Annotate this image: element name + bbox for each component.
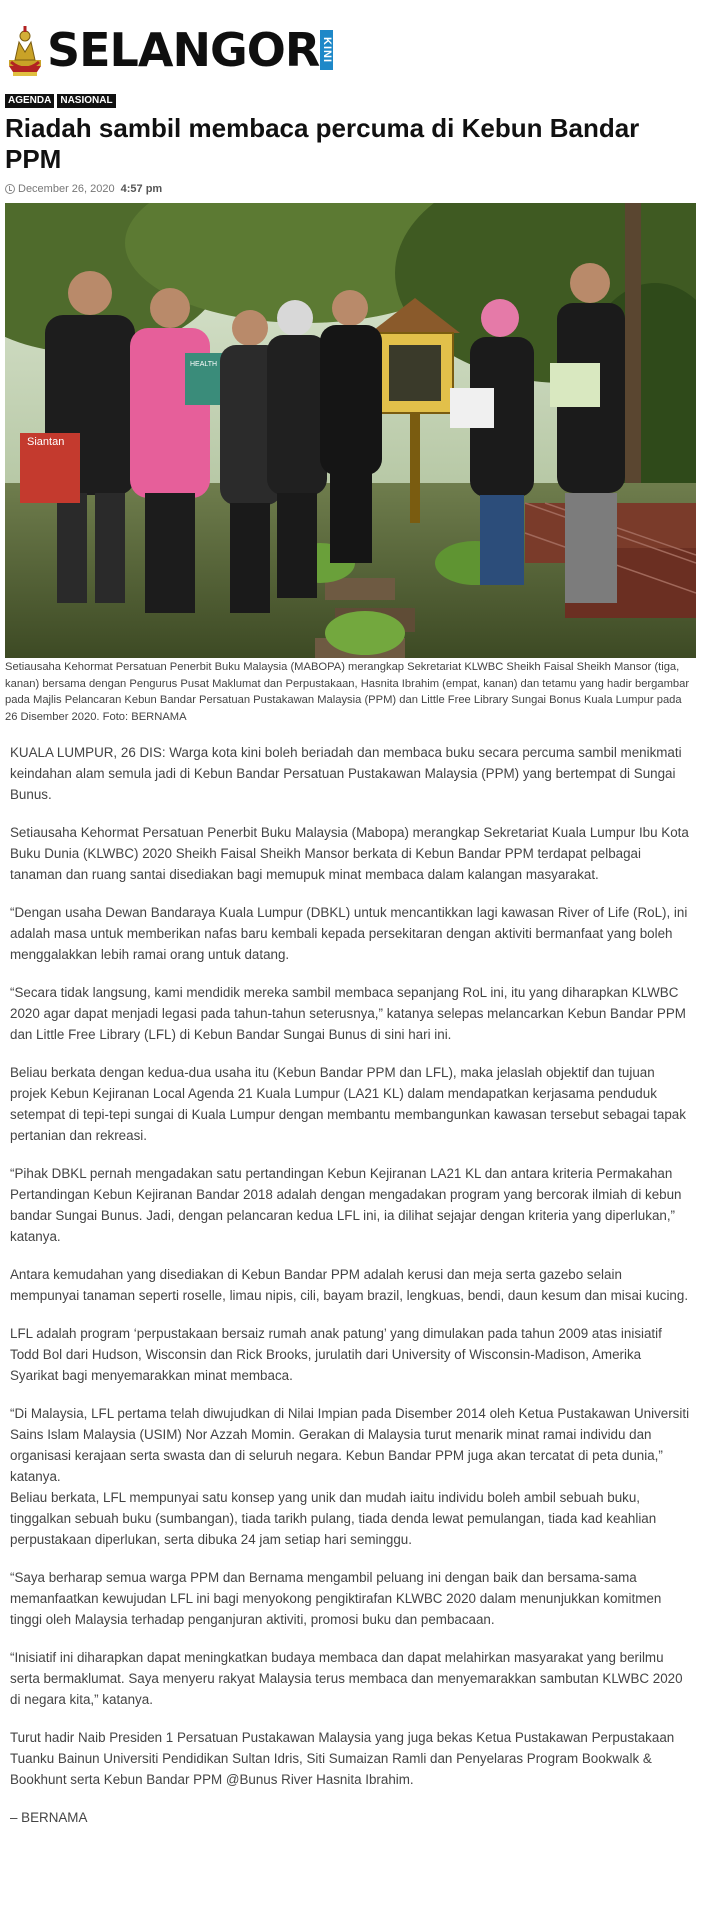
article-body [5,742,690,1828]
site-header [5,0,698,92]
tag-agenda[interactable]: AGENDA [5,94,54,108]
article-title: Riadah sambil membaca percuma di Kebun Bandar PPM [5,113,640,174]
article-source: – BERNAMA [10,1810,88,1825]
paragraph: Antara kemudahan yang disediakan di Kebun Bandar PPM adalah kerusi dan meja serta gazebo selain mempunyai tanaman seperti roselle, limau nipis, cili, bayam brazil, lengkuas, bendi, daun kesum dan misai kucing. [10,1267,689,1303]
tag-nasional[interactable]: NASIONAL [57,94,115,108]
photo-caption: Setiausaha Kehormat Persatuan Penerbit Buku Malaysia (MABOPA) merangkap Sekretariat KLWBC Sheikh Faisal Sheikh Mansor (tiga, kanan) bersama dengan Pengurus Pusat Maklumat dan Perpustakaan, Hasnita Ibrahim (empat, kanan) dan tetamu yang hadir bergambar pada Majlis Pelancaran Kebun Bandar Persatuan Pustakawan Malaysia (PPM) dan Little Free Library Sungai Bonus Kuala Lumpur pada 26 Disember 2020. Foto: BERNAMA [5,661,690,723]
paragraph: “Saya berharap semua warga PPM dan Bernama mengambil peluang ini dengan baik dan bersama-sama memanfaatkan kewujudan LFL ini bagi menyokong pengiktirafan KLWBC 2020 dalam menunjukkan komitmen tinggi oleh Malaysia terhadap penganjuran aktiviti, promosi buku dan pembacaan. [10,1570,662,1627]
site-logo[interactable] [47,23,333,77]
photo-book-label: HEALTH [190,361,218,368]
logo-text: SELANGOR [47,23,320,77]
paragraph: KUALA LUMPUR, 26 DIS: Warga kota kini boleh beriadah dan membaca buku secara percuma sambil menikmati keindahan alam semula jadi di Kebun Bandar Persatuan Pustakawan Malaysia (PPM) yang bertempat di Sungai Bunus. [10,745,682,802]
paragraph: LFL adalah program ‘perpustakaan bersaiz rumah anak patung’ yang dimulakan pada tahun 2009 atas inisiatif Todd Bol dari Hudson, Wisconsin dan Rick Brooks, jurulatih dari University of Wisconsin-Madison, Amerika Syarikat bagi menyemarakkan minat membaca. [10,1326,662,1383]
paragraph: Turut hadir Naib Presiden 1 Persatuan Pustakawan Malaysia yang juga bekas Ketua Pustakawan Perpustakaan Tuanku Bainun Universiti Pendidikan Sultan Idris, Siti Sumaizan Ramli dan Penyelaras Program Bookwalk & Bookhunt serta Kebun Bandar PPM @Bunus River Hasnita Ibrahim. [10,1730,675,1787]
clock-icon [5,184,15,194]
article-date: December 26, 2020 [18,183,115,195]
logo-kini-badge: KINI [320,30,333,70]
paragraph: “Secara tidak langsung, kami mendidik mereka sambil membaca sepanjang RoL ini, itu yang diharapkan KLWBC 2020 agar dapat menjadi legasi pada tahun-tahun seterusnya,” katanya selepas melancarkan Kebun Bandar PPM dan Little Free Library (LFL) di Kebun Bandar Sungai Bunus di sini hari ini. [10,985,686,1042]
paragraph: Setiausaha Kehormat Persatuan Penerbit Buku Malaysia (Mabopa) merangkap Sekretariat Kuala Lumpur Ibu Kota Buku Dunia (KLWBC) 2020 Sheikh Faisal Sheikh Mansor berkata di Kebun Bandar PPM terdapat pelbagai tanaman dan ruang santai disediakan bagi memupuk minat membaca dalam kalangan masyarakat. [10,825,689,882]
article-tags [5,94,698,108]
paragraph: Beliau berkata dengan kedua-dua usaha itu (Kebun Bandar PPM dan LFL), maka jelaslah objektif dan tujuan projek Kebun Kejiranan Local Agenda 21 Kuala Lumpur (LA21 KL) dalam mendapatkan kerjasama penduduk setempat di tepi-tepi sungai di Kuala Lumpur dengan membantu membangunkan kawasan tersebut sebagai tapak pertanian dan rekreasi. [10,1065,686,1143]
paragraph: “Inisiatif ini diharapkan dapat meningkatkan budaya membaca dan dapat melahirkan masyarakat yang berilmu serta bermaklumat. Saya menyeru rakyat Malaysia terus membaca dan menyemarakkan sambutan KLWBC 2020 di negara kita,” katanya. [10,1650,683,1707]
paragraph: “Dengan usaha Dewan Bandaraya Kuala Lumpur (DBKL) untuk mencantikkan lagi kawasan River of Life (RoL), ini adalah masa untuk memberikan nafas baru kembali kepada persekitaran dengan aktiviti bermanfaat yang boleh menggalakkan lebih ramai orang untuk datang. [10,905,688,962]
article-meta [5,183,698,195]
article-photo [5,203,696,658]
paragraph: “Di Malaysia, LFL pertama telah diwujudkan di Nilai Impian pada Disember 2014 oleh Ketua Pustakawan Universiti Sains Islam Malaysia (USIM) Nor Azzah Momin. Gerakan di Malaysia turut menarik minat ramai individu dan organisasi kerajaan serta swasta dan di seluruh negara. Kebun Bandar PPM juga akan tercatat di peta dunia,” katanya. [10,1406,690,1484]
article-time: 4:57 pm [120,183,163,195]
selangor-crest-icon[interactable] [5,22,45,78]
paragraph: “Pihak DBKL pernah mengadakan satu pertandingan Kebun Kejiranan LA21 KL dan antara kriteria Permakahan Pertandingan Kebun Kejiranan Bandar 2018 adalah dengan mengadakan program yang bercorak ilmiah di kebun bandar Sungai Bunus. Jadi, dengan pelancaran kedua LFL ini, ia dilihat sejajar dengan kriteria yang diperlukan,” katanya. [10,1166,682,1244]
paragraph: Beliau berkata, LFL mempunyai satu konsep yang unik dan mudah iaitu individu boleh ambil sebuah buku, tinggalkan sebuah buku (sumbangan), tiada tarikh pulang, tiada denda lewat pemulangan, tiada kad keahlian perpustakaan diperlukan, serta dibuka 24 jam setiap hari seminggu. [10,1490,657,1547]
photo-signboard-text: Siantan [27,436,65,448]
